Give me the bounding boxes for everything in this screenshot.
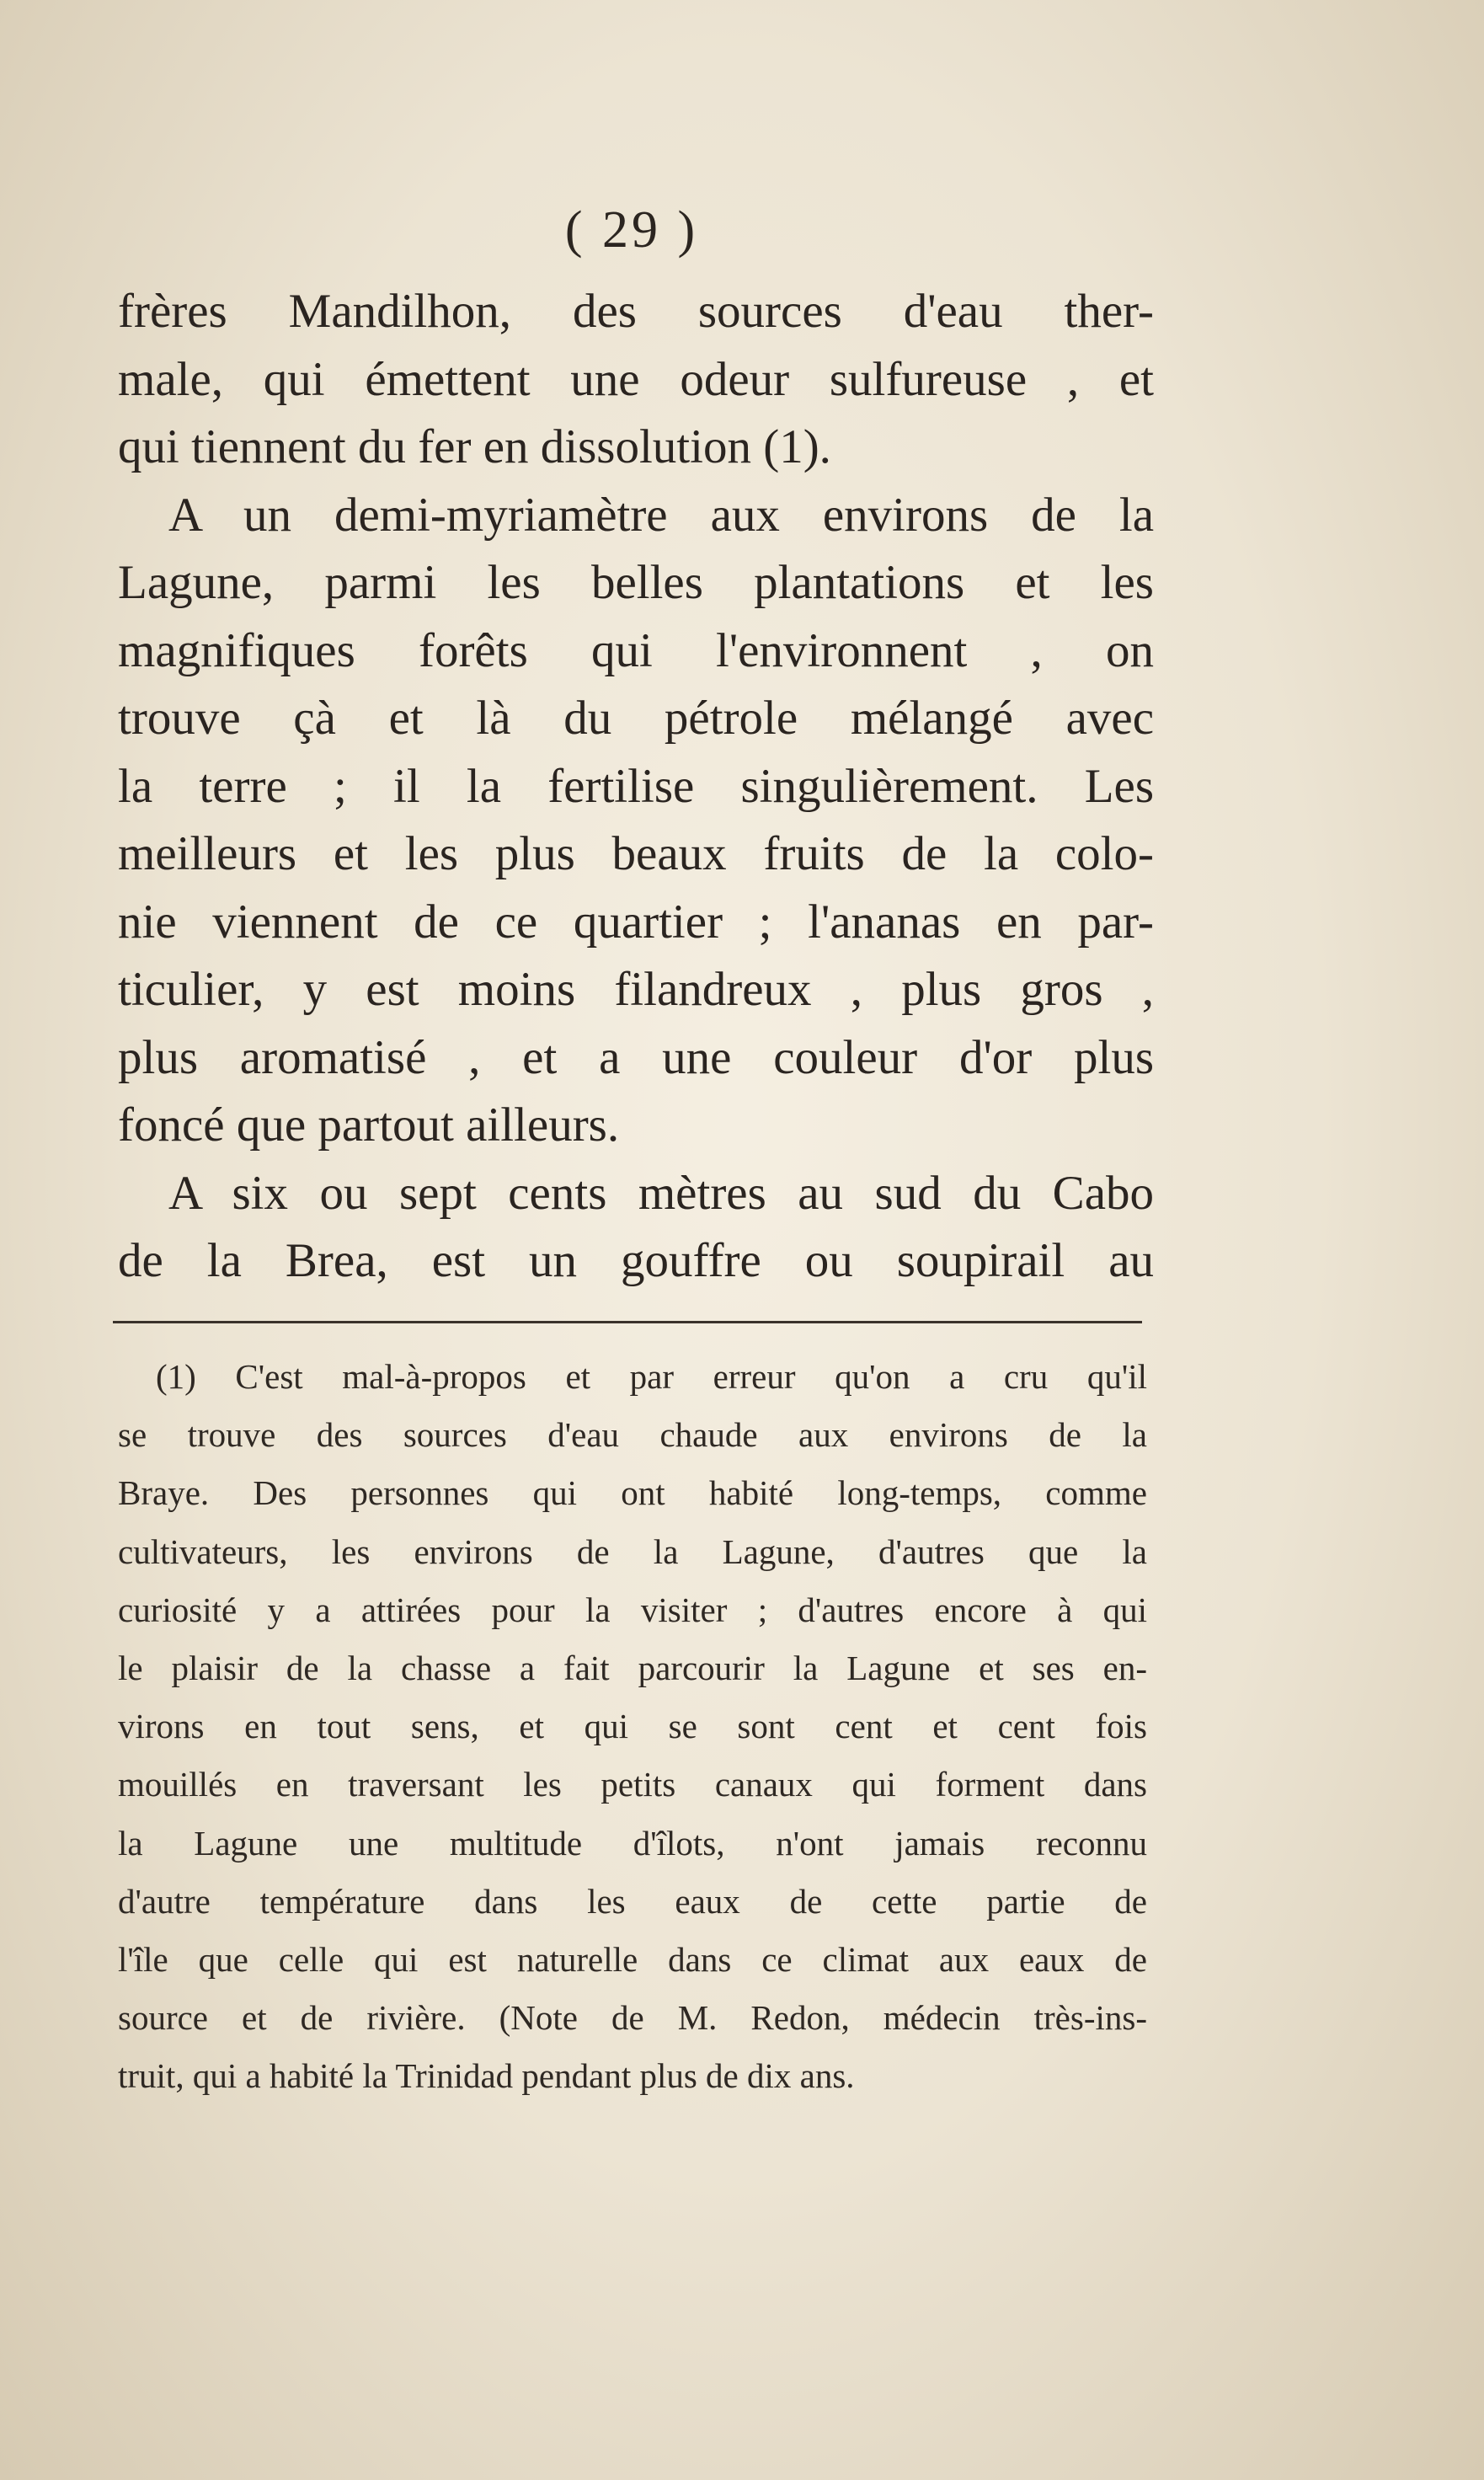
body-line: qui tiennent du fer en dissolution (1). [118,420,831,473]
footnote-line: la Lagune une multitude d'îlots, n'ont jamais reconnu [118,1823,1147,1863]
footnote-line: d'autre température dans les eaux de cette partie de [118,1881,1147,1921]
footnote-line: mouillés en traversant les petits canaux qui forment dans [118,1765,1147,1804]
footnote-line: source et de rivière. (Note de M. Redon, médecin très-ins- [118,1998,1147,2038]
footnote-line: l'île que celle qui est naturelle dans ce climat aux eaux de [118,1939,1147,1979]
footnote-line: se trouve des sources d'eau chaude aux environs de la [118,1415,1147,1455]
footnote-divider [113,1321,1142,1323]
footnote [118,1348,1147,2105]
body-line: Lagune, parmi les belles plantations et les [118,556,1154,609]
body-line: nie viennent de ce quartier ; l'ananas en par- [118,895,1154,949]
page-number: ( 29 ) [564,201,699,259]
footnote-line: le plaisir de la chasse a fait parcourir la Lagune et ses en- [118,1648,1147,1687]
body-line: trouve çà et là du pétrole mélangé avec [118,692,1154,745]
body-line: de la Brea, est un gouffre ou soupirail au [118,1234,1154,1287]
footnote-line: Braye. Des personnes qui ont habité long-temps, comme [118,1473,1147,1513]
footnote-line: curiosité y a attirées pour la visiter ; d'autres encore à qui [118,1590,1147,1629]
footnote-line: cultivateurs, les environs de la Lagune, d'autres que la [118,1531,1147,1571]
body-line: magnifiques forêts qui l'environnent , on [118,623,1154,677]
footnote-line: truit, qui a habité la Trinidad pendant plus de dix ans. [118,2056,855,2096]
footnote-line: (1) C'est mal-à-propos et par erreur qu'on a cru qu'il [156,1357,1147,1396]
body-line: la terre ; il la fertilise singulièrement. Les [118,759,1154,813]
body-line: frères Mandilhon, des sources d'eau ther- [118,285,1154,338]
body-line: A six ou sept cents mètres au sud du Cabo [168,1166,1154,1220]
body-line: foncé que partout ailleurs. [118,1098,620,1152]
body-line: ticulier, y est moins filandreux , plus gros , [118,963,1154,1016]
body-text [118,278,1154,1296]
body-line: male, qui émettent une odeur sulfureuse , et [118,352,1154,406]
body-line: A un demi-myriamètre aux environs de la [168,488,1154,542]
body-line: meilleurs et les plus beaux fruits de la colo- [118,827,1154,880]
body-line: plus aromatisé , et a une couleur d'or plus [118,1030,1154,1084]
footnote-line: virons en tout sens, et qui se sont cent et cent fois [118,1707,1147,1746]
